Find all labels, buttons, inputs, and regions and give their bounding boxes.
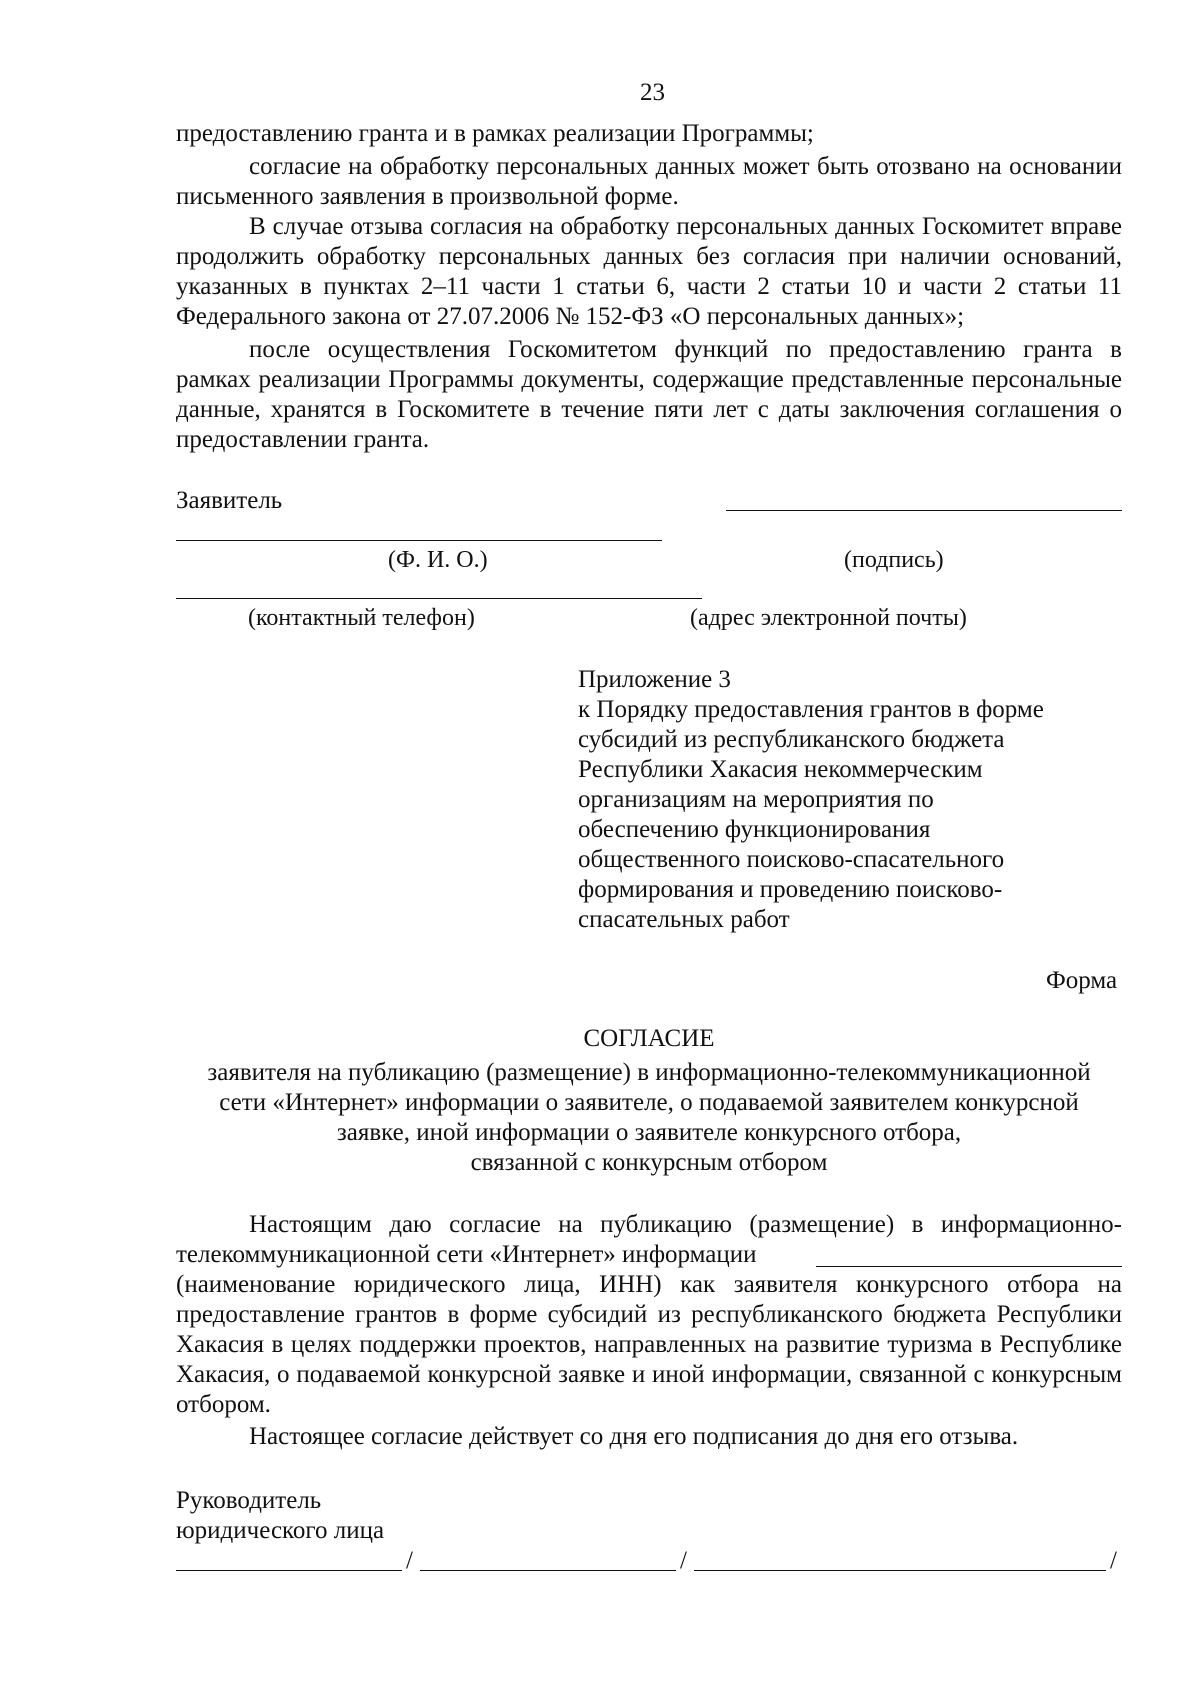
appendix-line: организациям на мероприятия по — [578, 786, 934, 813]
consent-tail-paragraph-2: согласие на обработку персональных данных может быть отозвано на основании письменного заявления в произвольной форме. — [176, 153, 1122, 210]
phone-caption: (контактный телефон) — [248, 605, 475, 631]
consent-tail-paragraph-3: В случае отзыва согласия на обработку персональных данных Госкомитет вправе продолжить обработку персональных данных без согласия при наличии оснований, указанных в пунктах 2–11 части 1 статьи 6, части 2 статьи 10 и части 2 статьи 11 Федерального закона от 27.07.2006 № 152-ФЗ «О персональных данных»; — [176, 213, 1122, 330]
appendix-line: субсидий из республиканского бюджета — [578, 726, 1005, 753]
head-label-1: Руководитель — [176, 1487, 322, 1514]
fio-caption: (Ф. И. О.) — [388, 547, 488, 573]
consent-tail-paragraph-4: после осуществления Госкомитетом функций по предоставлению гранта в рамках реализации Программы документы, содержащие представленные персональные данные, хранятся в Госкомитете в течение пяти лет с даты заключения соглашения о предоставлении гранта. — [176, 336, 1122, 453]
appendix-line: общественного поисково-спасательного — [578, 846, 1005, 873]
consent-subheading-line: сети «Интернет» информации о заявителе, о подаваемой заявителем конкурсной — [219, 1089, 1079, 1116]
signature-caption: (подпись) — [844, 547, 944, 573]
slash-separator: / — [1110, 1547, 1117, 1574]
head-label-2: юридического лица — [176, 1517, 385, 1544]
appendix-line: обеспечению функционирования — [578, 816, 931, 843]
consent-body-line-1: Настоящим даю согласие на публикацию (размещение) в информационно- — [249, 1211, 1122, 1238]
appendix-line: к Порядку предоставления грантов в форме — [578, 696, 1044, 723]
consent-subheading-line: связанной с конкурсным отбором — [470, 1149, 828, 1176]
slash-separator: / — [406, 1547, 413, 1574]
appendix-line: формирования и проведению поисково- — [578, 876, 1003, 903]
applicant-label: Заявитель — [176, 487, 283, 514]
consent-tail-paragraph-1: предоставлению гранта и в рамках реализации Программы; — [176, 120, 814, 147]
consent-subheading-line: заявке, иной информации о заявителе конкурсного отбора, — [336, 1119, 962, 1146]
head-sign-line-1 — [176, 1570, 402, 1571]
slash-separator: / — [680, 1547, 687, 1574]
email-caption: (адрес электронной почты) — [690, 605, 967, 631]
appendix-line: спасательных работ — [578, 906, 790, 933]
organization-name-field-line — [816, 1266, 1122, 1267]
page-number: 23 — [640, 79, 665, 106]
consent-heading: СОГЛАСИЕ — [583, 1025, 715, 1052]
appendix-line: Республики Хакасия некоммерческим — [578, 756, 983, 783]
head-sign-line-3 — [694, 1570, 1106, 1571]
consent-body-rest: (наименование юридического лица, ИНН) как заявителя конкурсного отбора на предоставление грантов в форме субсидий из республиканского бюджета Республики Хакасия в целях поддержки проектов, направленных на развитие туризма в Республике Хакасия, о подаваемой конкурсной заявке и иной информации, связанной с конкурсным отбором. — [176, 1271, 1122, 1418]
appendix-title: Приложение 3 — [578, 666, 731, 693]
form-label: Форма — [1046, 967, 1118, 994]
phone-email-line — [176, 598, 702, 599]
fio-line — [176, 540, 662, 541]
signature-line — [726, 510, 1122, 511]
head-sign-line-2 — [420, 1570, 676, 1571]
consent-validity: Настоящее согласие действует со дня его подписания до дня его отзыва. — [249, 1423, 1019, 1450]
consent-body-line-2: телекоммуникационной сети «Интернет» информации — [176, 1241, 757, 1268]
consent-subheading-line: заявителя на публикацию (размещение) в информационно-телекоммуникационной — [207, 1059, 1091, 1086]
